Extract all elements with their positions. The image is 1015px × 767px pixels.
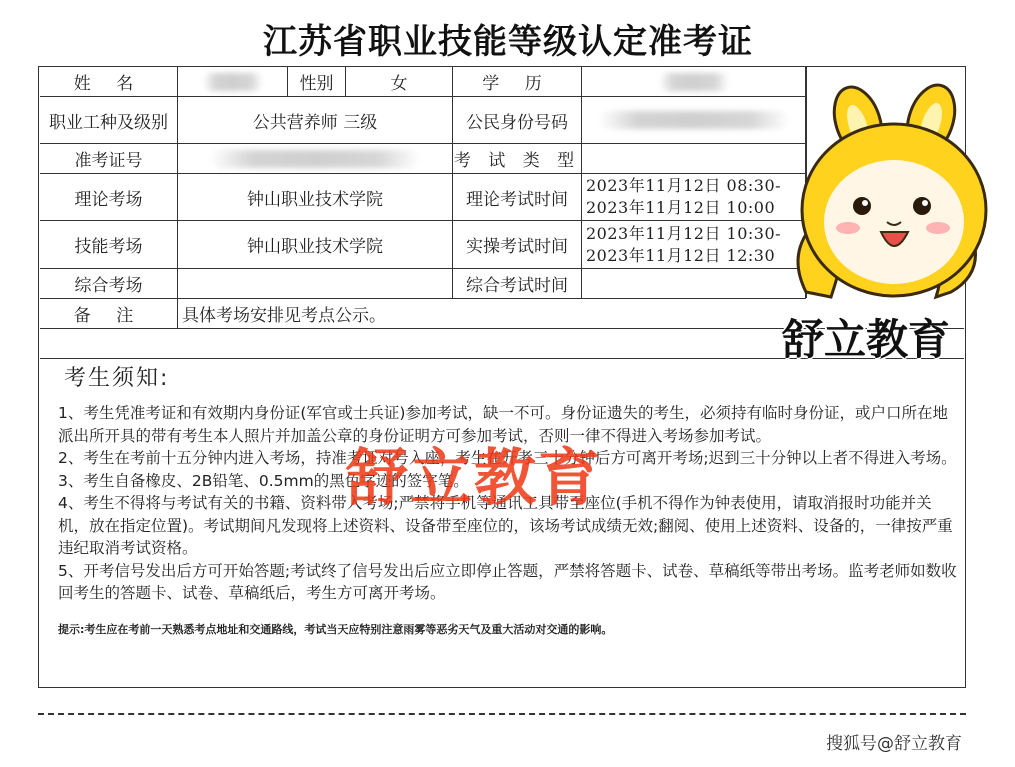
name-label: 姓 名 [40, 67, 178, 97]
theory-venue-value: 钟山职业技术学院 [178, 174, 453, 221]
practical-time-label: 实操考试时间 [453, 221, 582, 269]
gender-label: 性别 [288, 67, 346, 97]
practical-time-value [582, 221, 806, 269]
remarks-label: 备 注 [40, 299, 178, 329]
theory-time-end: 2023年11月12日 10:00 [586, 198, 776, 217]
name-value-redacted [178, 67, 288, 97]
education-value-redacted [582, 67, 806, 97]
skill-venue-label: 技能考场 [40, 221, 178, 269]
skill-venue-value: 钟山职业技术学院 [178, 221, 453, 269]
notice-item: 5、开考信号发出后方可开始答题;考试终了信号发出后应立即停止答题，严禁将答题卡、试卷、草稿纸等带出考场。监考老师如数收回考生的答题卡、试卷、草稿纸后，考生方可离开考场。 [58, 561, 957, 602]
occupation-label: 职业工种及级别 [40, 97, 178, 144]
remarks-value: 具体考场安排见考点公示。 [178, 299, 964, 329]
center-watermark: 舒立教育 [346, 441, 603, 514]
ticket-number-label: 准考证号 [40, 144, 178, 174]
notice-item: 2、考生在考前十五分钟内进入考场，持准考证对号入座，考生在开考三十分钟后方可离开考场;迟到三十分钟以上者不得进入考场。 [58, 449, 957, 467]
notice-item: 4、考生不得将与考试有关的书籍、资料带入考场;严禁将手机等通讯工具带至座位(手机不得作为钟表使用，请取消报时功能并关机，放在指定位置)。考试期间凡发现将上述资料、设备带至座位的，该场考试成绩无效;翻阅、使用上述资料、设备的，一律按严重违纪取消考试资格。 [58, 494, 953, 557]
theory-time-start: 2023年11月12日 08:30- [586, 176, 782, 195]
notice-hint: 提示:考生应在考前一天熟悉考点地址和交通路线，考试当天应特别注意雨雾等恶劣天气及重大活动对交通的影响。 [58, 622, 613, 636]
comprehensive-time-value [582, 269, 806, 299]
comprehensive-venue-label: 综合考场 [40, 269, 178, 299]
comprehensive-time-label: 综合考试时间 [453, 269, 582, 299]
brand-watermark: 舒立教育 [782, 315, 951, 364]
exam-notice [40, 359, 964, 685]
id-number-label: 公民身份号码 [453, 97, 582, 144]
practical-time-start: 2023年11月12日 10:30- [586, 223, 782, 243]
theory-time-value [582, 174, 806, 221]
id-number-value-redacted [582, 97, 806, 144]
theory-venue-label: 理论考场 [40, 174, 178, 221]
page-title: 江苏省职业技能等级认定准考证 [263, 22, 753, 62]
gender-value: 女 [346, 67, 453, 97]
notice-heading: 考生须知: [64, 366, 170, 391]
theory-time-label: 理论考试时间 [453, 174, 582, 221]
exam-type-label: 考 试 类 型 [453, 144, 582, 174]
ticket-number-value-redacted [178, 144, 453, 174]
footer-credit: 搜狐号@舒立教育 [826, 734, 962, 754]
bunny-mascot-icon [786, 82, 998, 318]
cut-line [38, 713, 966, 715]
education-label: 学 历 [453, 67, 582, 97]
notice-item: 1、考生凭准考证和有效期内身份证(军官或士兵证)参加考试，缺一不可。身份证遗失的考生，必须持有临时身份证，或户口所在地派出所开具的带有考生本人照片并加盖公章的身份证明方可参加考试，否则一律不得进入考场参加考试。 [58, 404, 948, 445]
exam-type-value [582, 144, 806, 174]
comprehensive-venue-value [178, 269, 453, 299]
occupation-value: 公共营养师 三级 [178, 97, 453, 144]
notice-item: 3、考生自备橡皮、2B铅笔、0.5mm的黑色字迹的签字笔。 [58, 471, 469, 490]
practical-time-end: 2023年11月12日 12:30 [586, 245, 776, 265]
